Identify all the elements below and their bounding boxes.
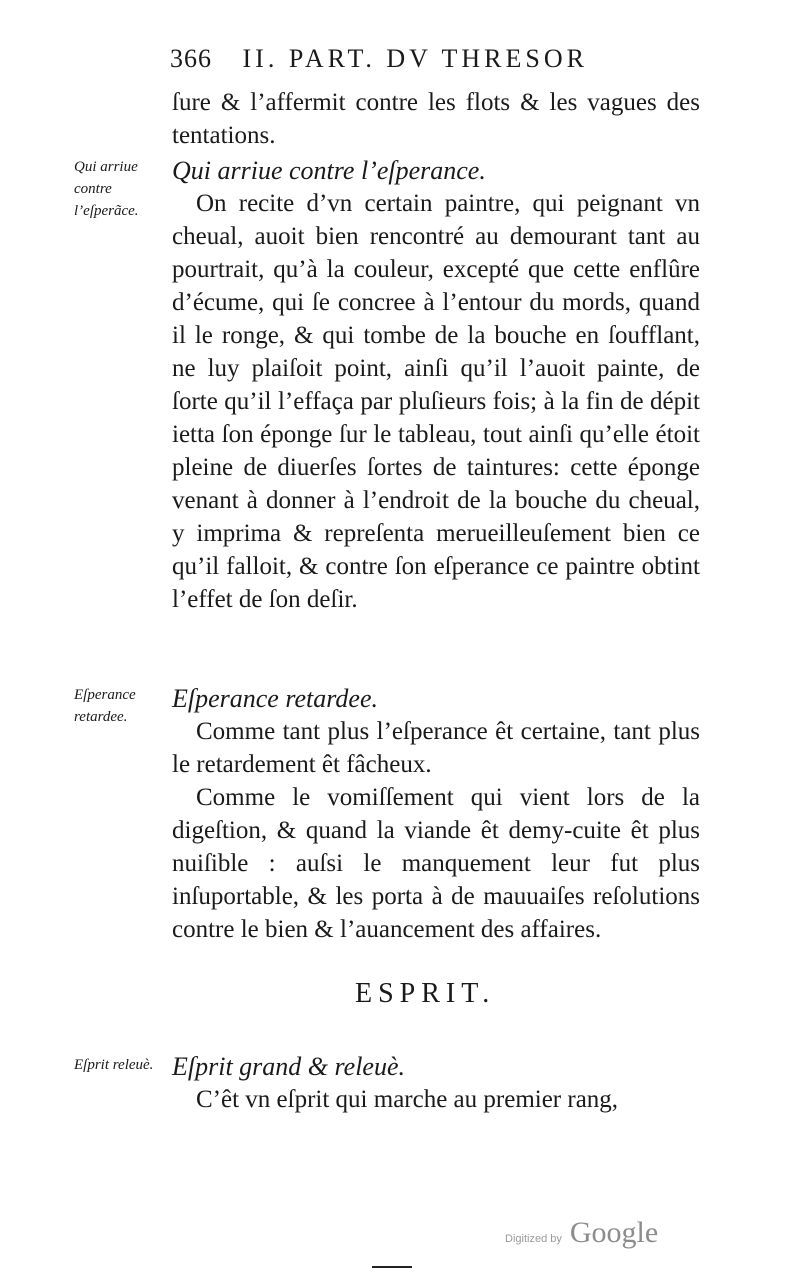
margin-note-hope: Qui arriue contre l’eſperãce.	[74, 159, 139, 219]
running-title: II. PART. DV THRESOR	[242, 44, 588, 73]
section-heading-hope: Qui arriue contre l’eſperance.	[172, 156, 486, 185]
paragraph-painter: On recite d’vn certain paintre, qui peignant vn cheual, auoit bien rencontré au demourant tant au pourtrait, qu’à la couleur, excepté que cette enflûre d’écume, qui ſe concree à l’entour du mords, quand il le ronge, & qui tombe de la bouche en ſoufflant, ne luy plaiſoit point, ainſi qu’il l’auoit painte, de ſorte qu’il l’effaça par pluſieurs fois; à la fin de dépit ietta ſon éponge ſur le tableau, tout ainſi qu’elle étoit pleine de diuerſes ſortes de taintures: cette éponge venant à donner à l’endroit de la bouche du cheual, y imprima & repreſenta merueilleuſement bien ce qu’il falloit, & contre ſon eſperance ce paintre obtint l’effet de ſon deſir.	[172, 190, 700, 613]
bottom-rule	[372, 1266, 412, 1268]
watermark-prefix: Digitized by	[505, 1233, 562, 1245]
margin-note-great-spirit: Eſprit releuè.	[74, 1057, 154, 1073]
paragraph-vomit-simile: Comme le vomiſſement qui vient lors de la digeſtion, & quand la viande êt demy-cuite êt plus nuiſible : auſsi le manquement leur fut plus inſuportable, & les porta à de mauuaiſes reſolutions contre le bien & l’auancement des affaires.	[172, 784, 700, 943]
intro-paragraph: ſure & l’affermit contre les flots & les vagues des tentations.	[172, 89, 700, 149]
margin-note-delayed-hope: Eſperance retardee.	[74, 687, 136, 725]
running-header	[170, 44, 640, 74]
google-logo: Google	[569, 1216, 659, 1249]
page-number: 366	[170, 44, 212, 73]
paragraph-spirit: C’êt vn eſprit qui marche au premier rang,	[196, 1086, 619, 1113]
section-heading-great-spirit: Eſprit grand & releuè.	[172, 1052, 406, 1081]
section-heading-delayed-hope: Eſperance retardee.	[172, 684, 378, 713]
digitized-watermark	[505, 1216, 658, 1250]
paragraph-delay: Comme tant plus l’eſperance êt certaine, tant plus le retardement êt fâcheux.	[172, 718, 700, 778]
section-title-esprit: ESPRIT.	[355, 978, 496, 1009]
